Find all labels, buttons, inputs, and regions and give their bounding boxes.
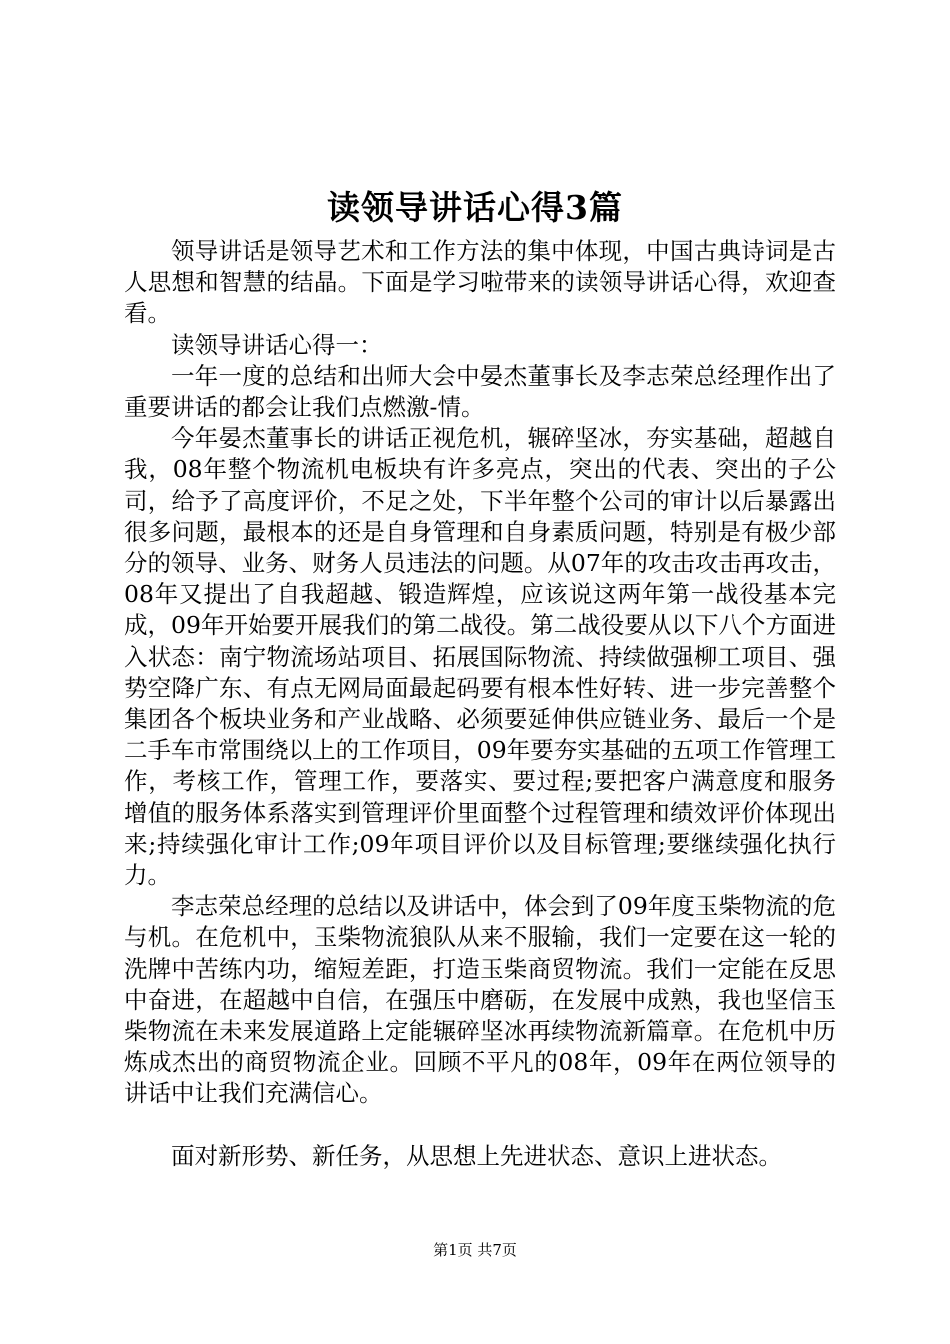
paragraph-manager-speech: 李志荣总经理的总结以及讲话中，体会到了09年度玉柴物流的危与机。在危机中，玉柴物流狼队从来不服输，我们一定要在这一轮的洗牌中苦练内功，缩短差距，打造玉柴商贸物流。我们一定能在反思中奋进，在超越中自信，在强压中磨砺，在发展中成熟，我也坚信玉柴物流在未来发展道路上定能辗碎坚冰再续物流新篇章。在危机中历炼成杰出的商贸物流企业。回顾不平凡的08年，09年在两位领导的讲话中让我们充满信心。 <box>124 892 836 1108</box>
paragraph-annual-meeting: 一年一度的总结和出师大会中晏杰董事长及李志荣总经理作出了重要讲话的都会让我们点燃激-情。 <box>124 361 836 422</box>
paragraph-intro: 领导讲话是领导艺术和工作方法的集中体现，中国古典诗词是古人思想和智慧的结晶。下面是学习啦带来的读领导讲话心得，欢迎查看。 <box>124 237 836 328</box>
document-title: 读领导讲话心得3篇 <box>327 188 623 227</box>
page-indicator: 第1页 共7页 <box>433 1241 517 1259</box>
document-body <box>124 236 836 1172</box>
paragraph-heading-one: 读领导讲话心得一： <box>171 330 383 359</box>
paragraph-new-situation: 面对新形势、新任务，从思想上先进状态、意识上进状态。 <box>171 1141 782 1170</box>
paragraph-chairman-speech: 今年晏杰董事长的讲话正视危机，辗碎坚冰，夯实基础，超越自我，08年整个物流机电板块有许多亮点，突出的代表、突出的子公司，给予了高度评价，不足之处，下半年整个公司的审计以后暴露出很多问题，最根本的还是自身管理和自身素质问题，特别是有极少部分的领导、业务、财务人员违法的问题。从07年的攻击攻击再攻击，08年又提出了自我超越、锻造辉煌，应该说这两年第一战役基本完成，09年开始要开展我们的第二战役。第二战役要从以下八个方面进入状态：南宁物流场站项目、拓展国际物流、持续做强柳工项目、强势空降广东、有点无网局面最起码要有根本性好转、进一步完善整个集团各个板块业务和产业战略、必须要延伸供应链业务、最后一个是二手车市常围绕以上的工作项目，09年要夯实基础的五项工作管理工作，考核工作，管理工作，要落实、要过程;要把客户满意度和服务增值的服务体系落实到管理评价里面整个过程管理和绩效评价体现出来;持续强化审计工作;09年项目评价以及目标管理;要继续强化执行力。 <box>124 424 836 890</box>
